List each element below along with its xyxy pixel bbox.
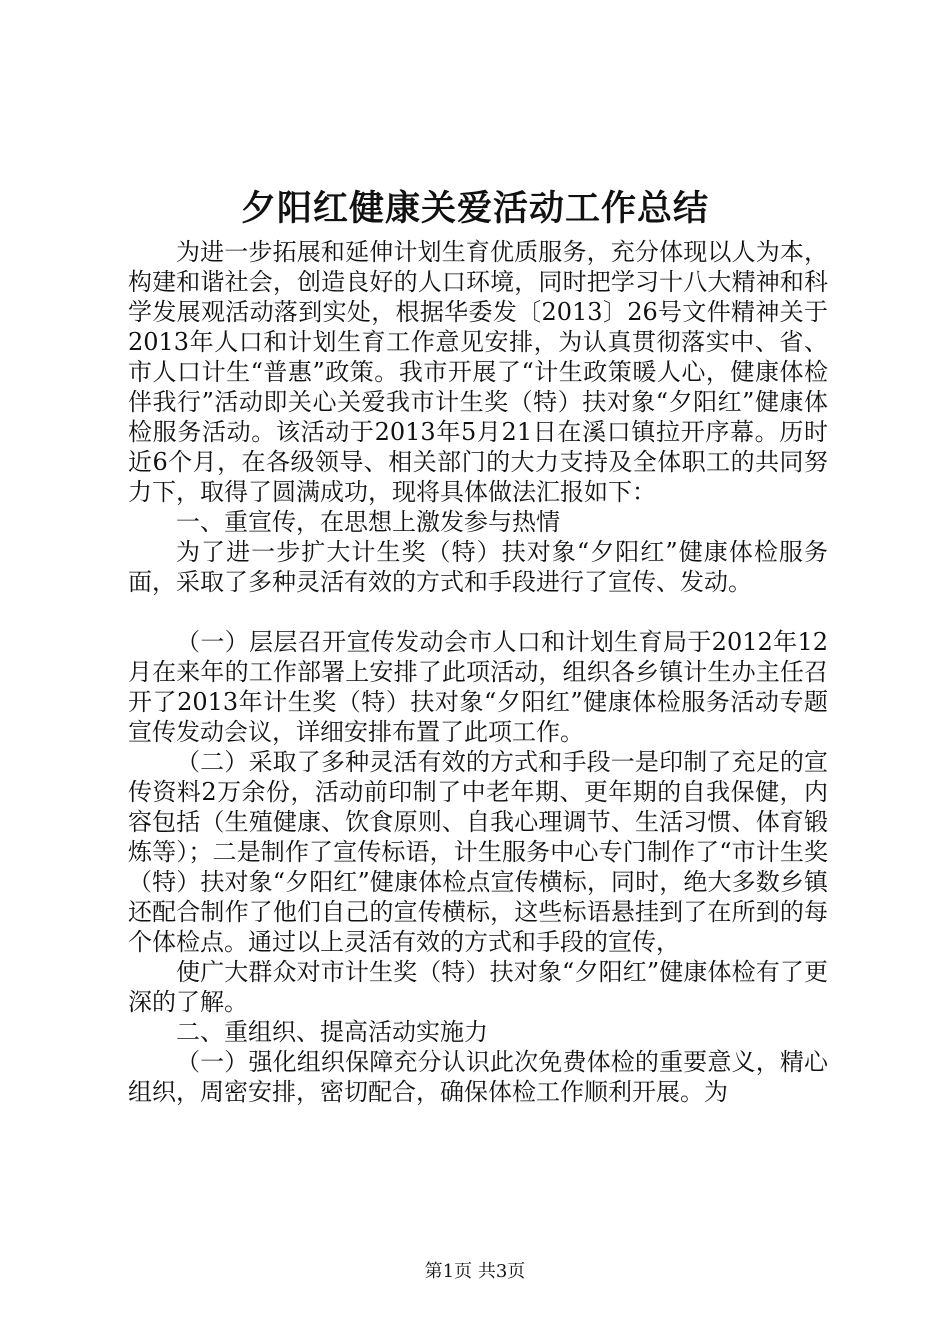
paragraph-publicity: 为了进一步扩大计生奖（特）扶对象“夕阳红”健康体检服务面，采取了多种灵活有效的方式和手段进行了宣传、发动。	[128, 538, 828, 596]
document-title: 夕阳红健康关爱活动工作总结	[240, 188, 709, 229]
paragraph-item-1: （一）层层召开宣传发动会市人口和计划生育局于2012年12月在来年的工作部署上安排了此项活动，组织各乡镇计生办主任召开了2013年计生奖（特）扶对象“夕阳红”健康体检服务活动专题宣传发动会议，详细安排布置了此项工作。	[128, 628, 828, 746]
document-body	[128, 237, 828, 1107]
section-heading-2: 二、重组织、提高活动实施力	[176, 1018, 488, 1046]
paragraph-intro: 为进一步拓展和延伸计划生育优质服务，充分体现以人为本，构建和谐社会，创造良好的人口环境，同时把学习十八大精神和科学发展观活动落到实处，根据华委发〔2013〕26号文件精神关于2013年人口和计划生育工作意见安排，为认真贯彻落实中、省、市人口计生“普惠”政策。我市开展了“计生政策暖人心，健康体检伴我行”活动即关心关爱我市计生奖（特）扶对象“夕阳红”健康体检服务活动。该活动于2013年5月21日在溪口镇拉开序幕。历时近6个月，在各级领导、相关部门的大力支持及全体职工的共同努力下，取得了圆满成功，现将具体做法汇报如下：	[128, 238, 828, 506]
paragraph-organization: （一）强化组织保障充分认识此次免费体检的重要意义，精心组织，周密安排，密切配合，确保体检工作顺利开展。为	[128, 1048, 828, 1106]
page-number-footer: 第1页 共3页	[424, 1261, 526, 1282]
section-heading-1: 一、重宣传，在思想上激发参与热情	[176, 508, 560, 536]
paragraph-item-2: （二）采取了多种灵活有效的方式和手段一是印制了充足的宣传资料2万余份，活动前印制了中老年期、更年期的自我保健，内容包括（生殖健康、饮食原则、自我心理调节、生活习惯、体育锻炼等）；二是制作了宣传标语，计生服务中心专门制作了“市计生奖（特）扶对象“夕阳红”健康体检点宣传横标，同时，绝大多数乡镇还配合制作了他们自己的宣传横标，这些标语悬挂到了在所到的每个体检点。通过以上灵活有效的方式和手段的宣传，	[128, 748, 828, 956]
paragraph-understanding: 使广大群众对市计生奖（特）扶对象“夕阳红”健康体检有了更深的了解。	[128, 958, 828, 1016]
